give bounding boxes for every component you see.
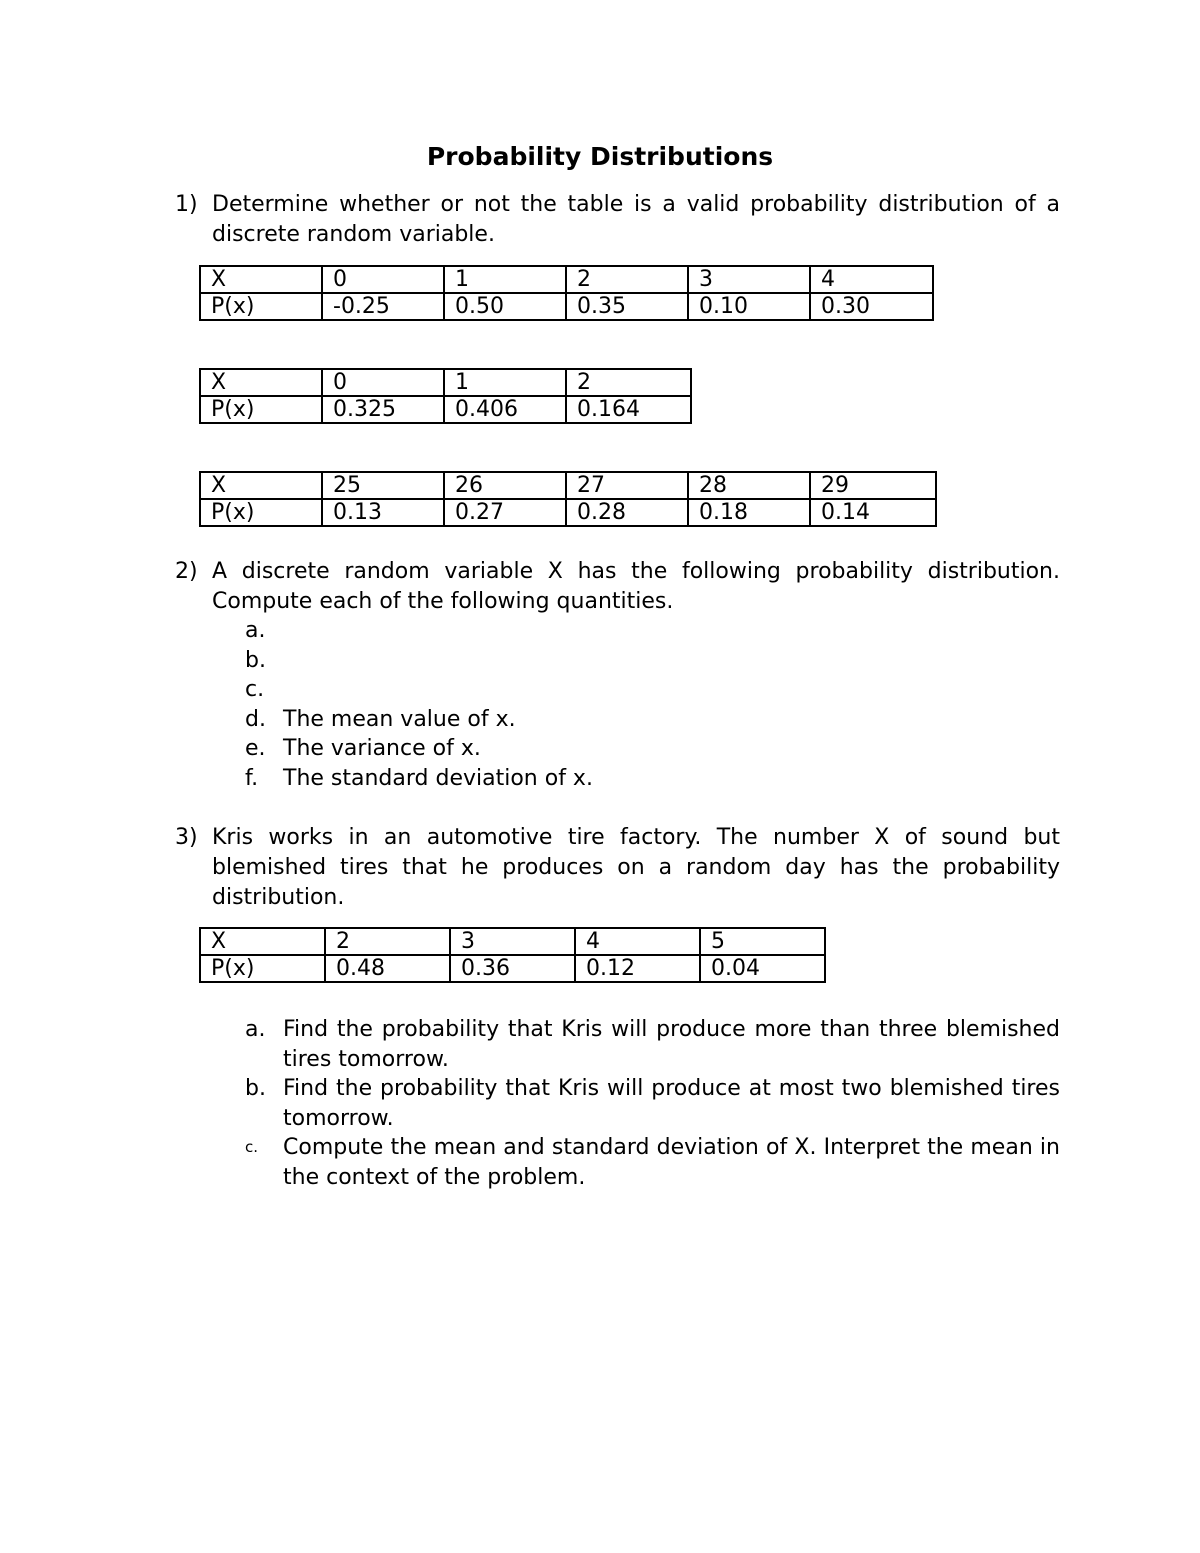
table-cell: 3 [688, 266, 810, 293]
question-number: 1) [175, 192, 198, 217]
table-cell: 29 [810, 472, 936, 499]
distribution-table-4 [199, 927, 826, 983]
table-cell: 0.04 [700, 955, 825, 982]
table-cell: P(x) [200, 499, 322, 526]
question-2 [175, 557, 1060, 617]
table-cell: 27 [566, 472, 688, 499]
table-row-x [200, 266, 933, 293]
question-text: Determine whether or not the table is a valid probability distribution of a discrete random variable. [212, 192, 1060, 247]
table-cell: -0.25 [322, 293, 444, 320]
table-cell: 25 [322, 472, 444, 499]
question-text: Kris works in an automotive tire factory. The number X of sound but blemished tires that he produces on a random day has the probability distribution. [212, 825, 1060, 910]
question-number: 2) [175, 559, 198, 584]
item-letter: d. [245, 706, 266, 732]
item-text [283, 675, 1060, 705]
question-1 [175, 190, 1060, 250]
item-text: Find the probability that Kris will produce more than three blemished tires tomorrow. [283, 1017, 1060, 1072]
table-cell: 0.30 [810, 293, 933, 320]
table-row-p [200, 396, 691, 423]
question-text: A discrete random variable X has the following probability distribution. Compute each of the following quantities. [212, 559, 1060, 614]
table-cell: 26 [444, 472, 566, 499]
table-cell: 0.13 [322, 499, 444, 526]
list-item [245, 1133, 1060, 1192]
table-cell: 2 [325, 928, 450, 955]
table-cell: 0.14 [810, 499, 936, 526]
table-row-x [200, 472, 936, 499]
item-letter: c. [245, 677, 265, 702]
distribution-table-3 [199, 471, 937, 527]
table-cell: X [200, 472, 322, 499]
item-text: The variance of x. [283, 736, 481, 761]
table-cell: 0 [322, 369, 444, 396]
list-item [245, 616, 1060, 646]
table-cell: 0.10 [688, 293, 810, 320]
question-number: 3) [175, 825, 198, 850]
table-cell: 0.50 [444, 293, 566, 320]
table-cell: 28 [688, 472, 810, 499]
table-cell: P(x) [200, 293, 322, 320]
item-text: Find the probability that Kris will produce at most two blemished tires tomorrow. [283, 1076, 1060, 1131]
item-letter: e. [245, 736, 266, 761]
list-item [245, 1074, 1060, 1133]
table-cell: 0.28 [566, 499, 688, 526]
table-row-x [200, 928, 825, 955]
distribution-table-2 [199, 368, 692, 424]
item-letter: a. [245, 1017, 266, 1042]
distribution-table-1 [199, 265, 934, 321]
item-letter: b. [245, 647, 266, 673]
table-cell: P(x) [200, 396, 322, 423]
table-cell: 3 [450, 928, 575, 955]
table-row-p [200, 293, 933, 320]
item-letter: b. [245, 1076, 266, 1101]
list-item [245, 1015, 1060, 1074]
table-cell: X [200, 266, 322, 293]
list-item [245, 675, 1060, 705]
item-text: The mean value of x. [283, 706, 516, 732]
table-cell: X [200, 928, 325, 955]
table-cell: 4 [810, 266, 933, 293]
table-cell: P(x) [200, 955, 325, 982]
item-letter: c. [245, 1138, 259, 1156]
table-cell: 0 [322, 266, 444, 293]
question-3-items [245, 1015, 1060, 1192]
page-title: Probability Distributions [426, 142, 774, 171]
item-text: The standard deviation of x. [283, 765, 593, 791]
table-cell: 1 [444, 266, 566, 293]
table-cell: 0.18 [688, 499, 810, 526]
table-cell: 4 [575, 928, 700, 955]
table-cell: 2 [566, 369, 691, 396]
item-text: Compute the mean and standard deviation of X. Interpret the mean in the context of the problem. [283, 1135, 1060, 1190]
item-letter: a. [245, 618, 266, 643]
item-text [283, 616, 1060, 646]
table-cell: 0.12 [575, 955, 700, 982]
table-cell: 0.35 [566, 293, 688, 320]
list-item [245, 764, 1060, 794]
list-item [245, 646, 1060, 676]
table-row-x [200, 369, 691, 396]
table-cell: 5 [700, 928, 825, 955]
table-cell: 2 [566, 266, 688, 293]
table-cell: 0.406 [444, 396, 566, 423]
table-row-p [200, 499, 936, 526]
table-cell: 1 [444, 369, 566, 396]
table-cell: 0.325 [322, 396, 444, 423]
list-item [245, 734, 1060, 764]
table-cell: X [200, 369, 322, 396]
table-cell: 0.48 [325, 955, 450, 982]
list-item [245, 705, 1060, 735]
table-row-p [200, 955, 825, 982]
table-cell: 0.27 [444, 499, 566, 526]
question-2-items [245, 616, 1060, 793]
item-text [283, 646, 1060, 676]
table-cell: 0.36 [450, 955, 575, 982]
question-3 [175, 823, 1060, 913]
table-cell: 0.164 [566, 396, 691, 423]
item-letter: f. [245, 765, 259, 791]
